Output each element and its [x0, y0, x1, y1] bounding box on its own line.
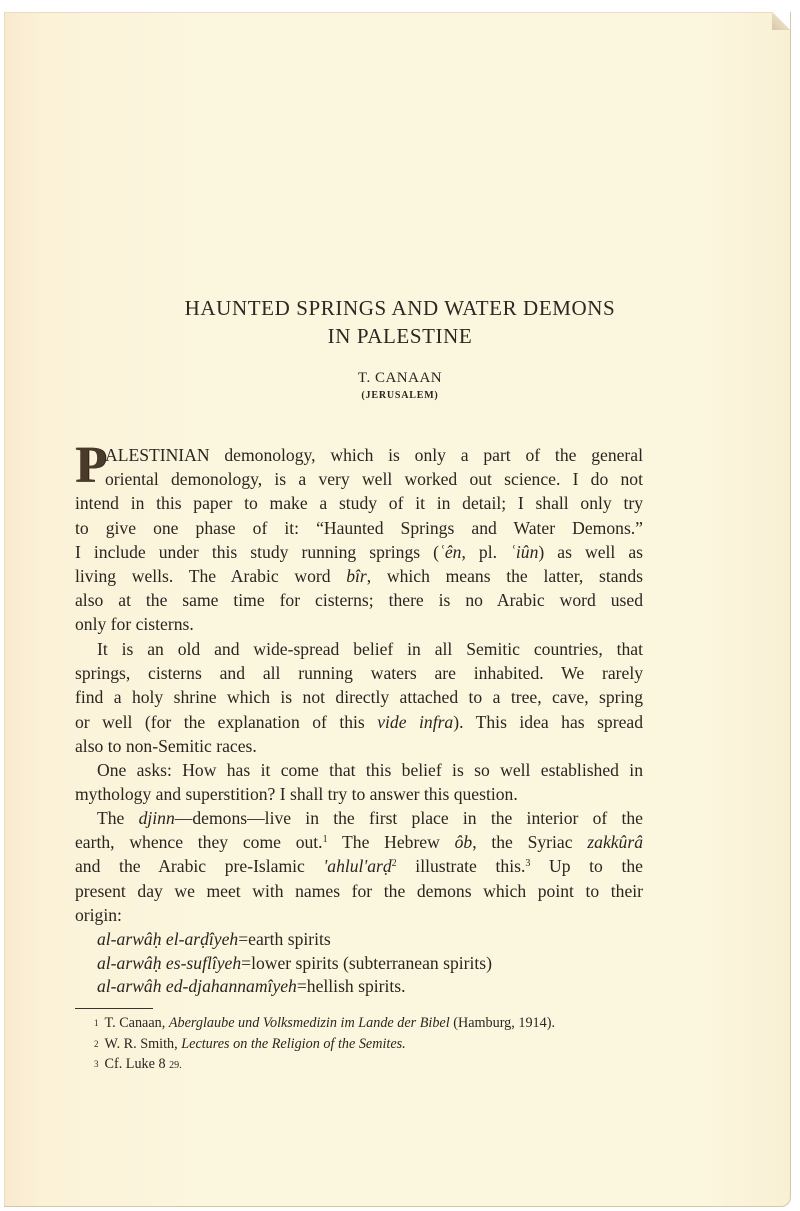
footnote-ref-2: 2 [391, 858, 397, 870]
paragraph-4 [75, 806, 643, 927]
text-line: only for cisterns. [75, 614, 194, 635]
footnote-ref-1: 1 [322, 834, 328, 846]
term-row: al-arwâḥ es-suflîyeh=lower spirits (subterranean spirits) [97, 952, 492, 973]
text-line: also to non-Semitic races. [75, 735, 257, 756]
text-line: oriental demonology, is a very well worked out science. I do not [105, 469, 643, 490]
term-row: al-arwâḥ el-arḍîyeh=earth spirits [97, 929, 331, 949]
footnote-3: 3 Cf. Luke 8 29. [94, 1056, 182, 1072]
text-line: mythology and superstition? I shall try to answer this question. [75, 784, 518, 805]
text-line: springs, cisterns and all running waters are inhabited. We rarely [75, 663, 643, 684]
text-line: also at the same time for cisterns; there is no Arabic word used [75, 590, 643, 611]
text-line: to give one phase of it: “Haunted Springs and Water Demons.” [75, 517, 643, 538]
text-line: ALESTINIAN demonology, which is only a part of the general [105, 445, 643, 465]
drop-cap-letter: P [75, 437, 107, 494]
article-title-line-2: IN PALESTINE [327, 324, 473, 348]
text-line: intend in this paper to make a study of it in detail; I shall only try [75, 493, 643, 514]
footnote-1: 1 T. Canaan, Aberglaube und Volksmedizin im Lande der Bibel (Hamburg, 1914). [94, 1015, 556, 1031]
article-title-line-1: HAUNTED SPRINGS AND WATER DEMONS [184, 296, 616, 320]
text-line: earth, whence they come out.$^1$ The Hebrew ôb, the Syriac zakkûrâ [75, 832, 643, 853]
term-list [97, 928, 492, 999]
text-line: find a holy shrine which is not directly attached to a tree, cave, spring [75, 687, 643, 708]
text-line: living wells. The Arabic word bîr, which means the latter, stands [75, 565, 643, 586]
term-row: al-arwâh ed-djahannamîyeh=hellish spirits. [97, 976, 406, 996]
author-affiliation: (JERUSALEM) [361, 390, 439, 401]
footnotes [94, 1013, 555, 1077]
text-line: One asks: How has it come that this belief is so well established in [97, 760, 643, 780]
footnote-2: 2 W. R. Smith, Lectures on the Religion of the Semites. [94, 1035, 406, 1052]
footnote-divider [75, 1008, 153, 1009]
text-line: I include under this study running springs (ʿên, pl. ʿiûn) as well as [75, 541, 643, 562]
paragraph-2 [75, 637, 643, 758]
text-line: It is an old and wide-spread belief in all Semitic countries, that [97, 639, 643, 659]
paragraph-3 [75, 758, 643, 806]
page-corner-curl [772, 12, 790, 30]
text-line: and the Arabic pre-Islamic 'ahlul'arḍ$^2$ illustrate this.$^3$ Up to the [75, 856, 643, 877]
text-line: or well (for the explanation of this vide infra). This idea has spread [75, 711, 643, 732]
text-line: The djinn—demons—live in the first place in the interior of the [97, 808, 643, 828]
text-line: origin: [75, 904, 122, 925]
text-line: present day we meet with names for the demons which point to their [75, 880, 643, 901]
footnote-ref-3: 3 [525, 858, 531, 870]
author-name: T. CANAAN [357, 370, 443, 386]
paragraph-1 [75, 437, 643, 637]
